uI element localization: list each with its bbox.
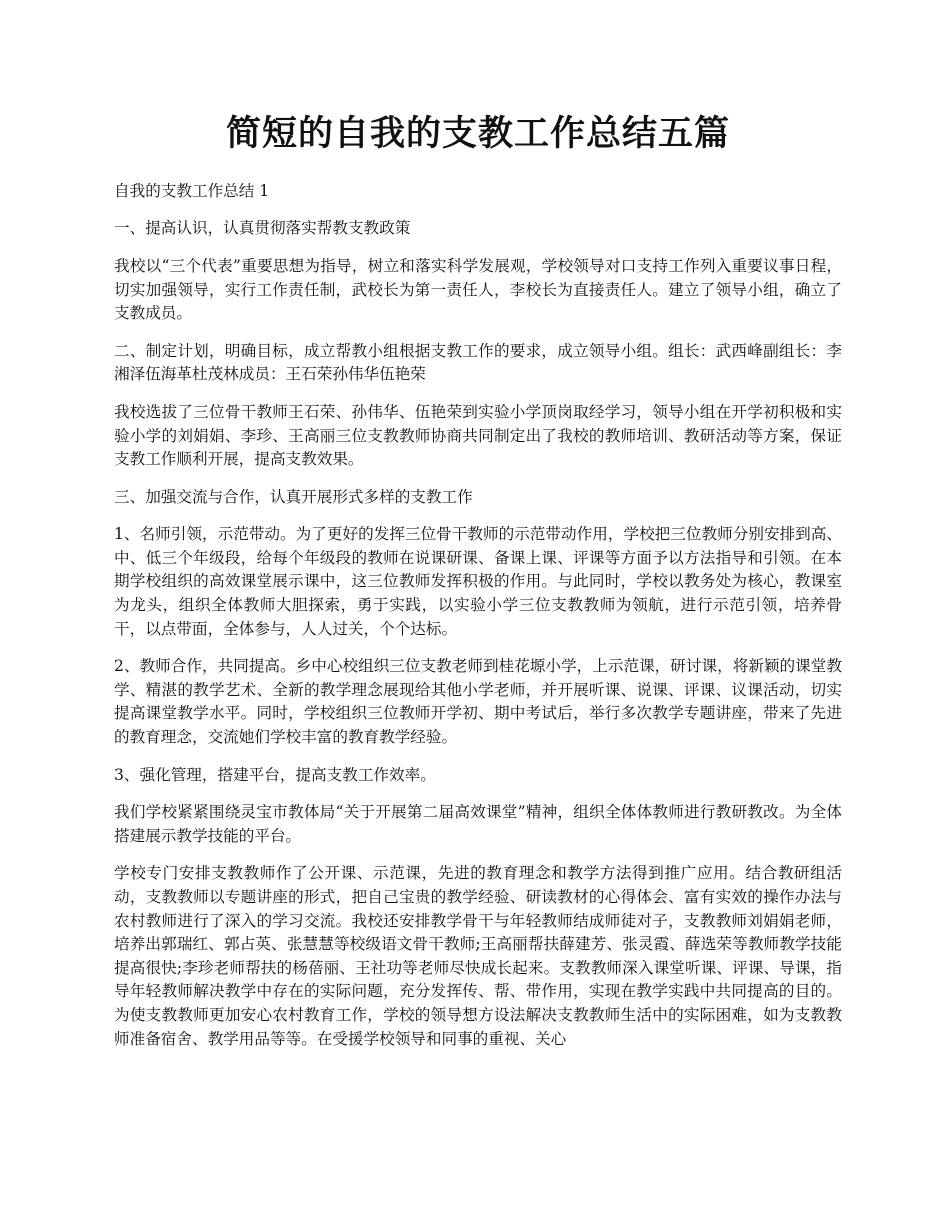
section-heading: 自我的支教工作总结 1 [114, 181, 270, 200]
subsection-heading: 一、提高认识，认真贯彻落实帮教支教政策 [114, 219, 411, 238]
paragraph: 我校以“三个代表”重要思想为指导，树立和落实科学发展观，学校领导对口支持工作列入重要议事日程，切实加强领导，实行工作责任制，武校长为第一责任人，李校长为直接责任人。建立了领导小组，确立了支教成员。 [114, 256, 842, 323]
subsection-heading: 三、加强交流与合作，认真开展形式多样的支教工作 [114, 487, 473, 506]
paragraph: 我们学校紧紧围绕灵宝市教体局“关于开展第二届高效课堂”精神，组织全体体教师进行教研教改。为全体搭建展示教学技能的平台。 [114, 803, 842, 845]
paragraph: 2、教师合作，共同提高。乡中心校组织三位支教老师到桂花塬小学，上示范课，研讨课，将新颖的课堂教学、精湛的教学艺术、全新的教学理念展现给其他小学老师，并开展听课、说课、评课、议课活动，切实提高课堂教学水平。同时，学校组织三位教师开学初、期中考试后，举行多次教学专题讲座，带来了先进的教育理念，交流她们学校丰富的教育教学经验。 [114, 657, 842, 747]
paragraph: 我校选拔了三位骨干教师王石荣、孙伟华、伍艳荣到实验小学顶岗取经学习，领导小组在开学初积极和实验小学的刘娟娟、李珍、王高丽三位支教教师协商共同制定出了我校的教师培训、教研活动等方案，保证支教工作顺利开展，提高支教效果。 [114, 402, 842, 469]
paragraph: 1、名师引领，示范带动。为了更好的发挥三位骨干教师的示范带动作用，学校把三位教师分别安排到高、中、低三个年级段，给每个年级段的教师在说课研课、备课上课、评课等方面予以方法指导和引领。在本期学校组织的高效课堂展示课中，这三位教师发挥积极的作用。与此同时，学校以教务处为核心，教课室为龙头，组织全体教师大胆探索，勇于实践，以实验小学三位支教教师为领航，进行示范引领，培养骨干，以点带面，全体参与，人人过关，个个达标。 [114, 525, 842, 638]
paragraph: 学校专门安排支教教师作了公开课、示范课，先进的教育理念和教学方法得到推广应用。结合教研组活动，支教教师以专题讲座的形式，把自己宝贵的教学经验、研读教材的心得体会、富有实效的操作办法与农村教师进行了深入的学习交流。我校还安排教学骨干与年轻教师结成师徒对子，支教教师刘娟娟老师，培养出郭瑞红、郭占英、张慧慧等校级语文骨干教师;王高丽帮扶薛建芳、张灵霞、薛选荣等教师教学技能提高很快;李珍老师帮扶的杨蓓丽、王社功等老师尽快成长起来。支教教师深入课堂听课、评课、导课，指导年轻教师解决教学中存在的实际问题，充分发挥传、帮、带作用，实现在教学实践中共同提高的目的。为使支教教师更加安心农村教育工作，学校的领导想方设法解决支教教师生活中的实际困难，如为支教教师准备宿舍、教学用品等等。在受援学校领导和同事的重视、关心 [114, 864, 842, 1048]
paragraph: 二、制定计划，明确目标，成立帮教小组根据支教工作的要求，成立领导小组。组长：武西峰副组长：李湘泽伍海革杜茂林成员：王石荣孙伟华伍艳荣 [114, 341, 842, 384]
document-title: 简短的自我的支教工作总结五篇 [225, 113, 730, 154]
document-page [114, 112, 842, 1065]
paragraph: 3、强化管理，搭建平台，提高支教工作效率。 [114, 765, 436, 784]
